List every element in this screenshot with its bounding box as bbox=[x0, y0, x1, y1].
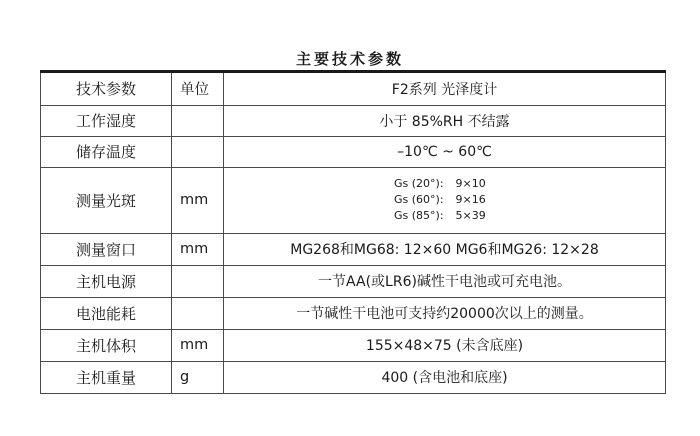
row-param: 主机重量 bbox=[41, 361, 172, 393]
row-value: 155×48×75 (未含底座) bbox=[224, 329, 666, 361]
spot-label: Gs (20°): bbox=[394, 177, 444, 190]
row-value-multiline bbox=[224, 167, 666, 233]
row-value: 小于 85%RH 不结露 bbox=[224, 105, 666, 136]
row-unit: g bbox=[172, 361, 224, 393]
spot-size: 9×10 bbox=[455, 177, 486, 190]
row-value: 400 (含电池和底座) bbox=[224, 361, 666, 393]
row-unit bbox=[172, 136, 224, 167]
row-unit bbox=[172, 297, 224, 329]
table-row bbox=[41, 329, 666, 361]
row-param: 测量窗口 bbox=[41, 233, 172, 265]
spec-table bbox=[40, 73, 666, 394]
header-param: 技术参数 bbox=[41, 73, 172, 105]
row-param: 主机电源 bbox=[41, 265, 172, 297]
table-row bbox=[41, 361, 666, 393]
row-value: MG268和MG68: 12×60 MG6和MG26: 12×28 bbox=[224, 233, 666, 265]
row-value: 一节AA(或LR6)碱性干电池或可充电池。 bbox=[224, 265, 666, 297]
spot-size: 5×39 bbox=[455, 209, 486, 222]
row-param: 测量光斑 bbox=[41, 167, 172, 233]
header-model: F2系列 光泽度计 bbox=[224, 73, 666, 105]
spot-label: Gs (60°): bbox=[394, 193, 444, 206]
spot-size: 9×16 bbox=[455, 193, 486, 206]
spot-line bbox=[394, 176, 665, 192]
table-row bbox=[41, 265, 666, 297]
table-title: 主要技术参数 bbox=[295, 50, 404, 68]
row-value: 一节碱性干电池可支持约20000次以上的测量。 bbox=[224, 297, 666, 329]
row-unit: mm bbox=[172, 167, 224, 233]
row-param: 电池能耗 bbox=[41, 297, 172, 329]
row-unit: mm bbox=[172, 329, 224, 361]
table-header-row bbox=[41, 73, 666, 105]
table-row bbox=[41, 105, 666, 136]
spot-label: Gs (85°): bbox=[394, 209, 444, 222]
row-param: 储存温度 bbox=[41, 136, 172, 167]
row-unit bbox=[172, 265, 224, 297]
table-row bbox=[41, 297, 666, 329]
table-row bbox=[41, 136, 666, 167]
spot-line bbox=[394, 192, 665, 208]
row-unit: mm bbox=[172, 233, 224, 265]
row-unit bbox=[172, 105, 224, 136]
table-row bbox=[41, 167, 666, 233]
header-unit: 单位 bbox=[172, 73, 224, 105]
row-param: 主机体积 bbox=[41, 329, 172, 361]
spot-line bbox=[394, 208, 665, 224]
row-value: –10℃ ~ 60℃ bbox=[224, 136, 666, 167]
table-row bbox=[41, 233, 666, 265]
row-param: 工作湿度 bbox=[41, 105, 172, 136]
